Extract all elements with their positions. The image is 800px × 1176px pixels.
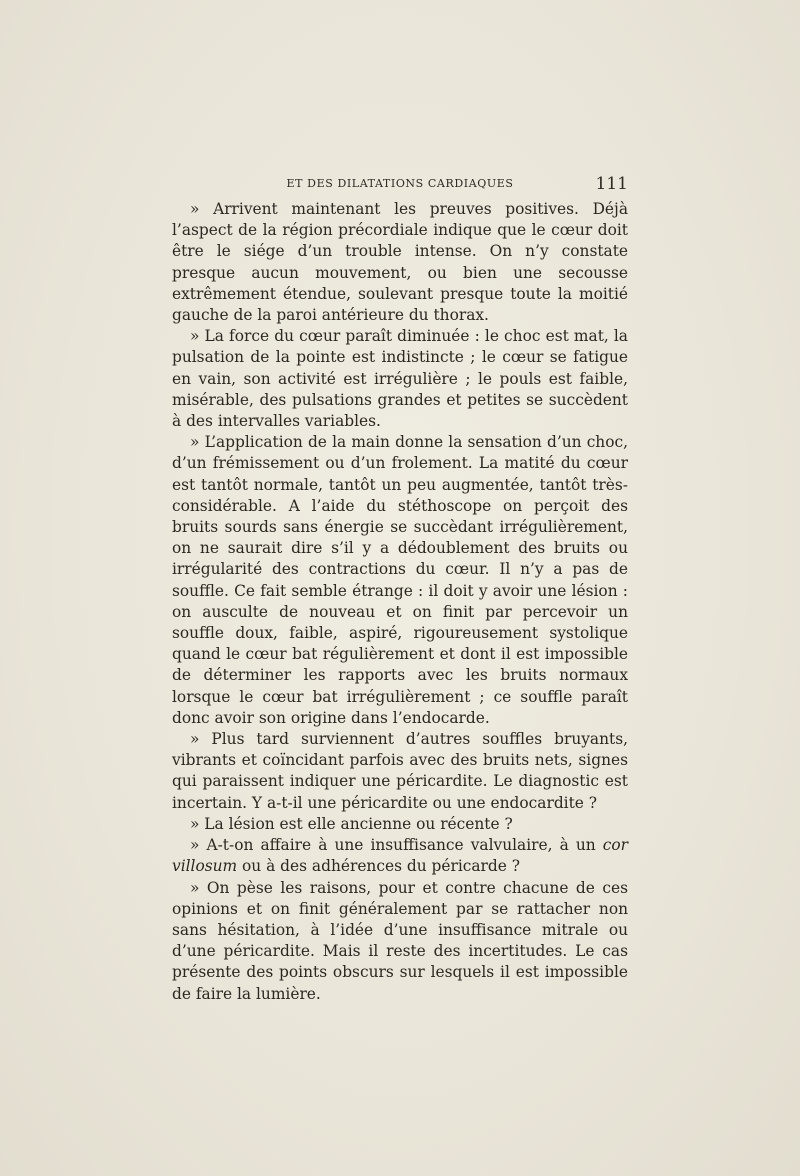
paragraph	[172, 432, 628, 729]
paragraph-text: » La lésion est elle ancienne ou récente ?	[190, 814, 513, 833]
paragraph-text-before: » A-t-on affaire à une insuffisance valvulaire, à un	[190, 836, 603, 855]
italic-term: cor villosum	[172, 836, 628, 876]
running-title: ET DES DILATATIONS CARDIAQUES	[286, 177, 514, 190]
paragraph-text: » On pèse les raisons, pour et contre chacune de ces opinions et on finit généralement par se rattacher non sans hésitation, à l’idée d’une insuffisance mitrale ou d’une péricardite. Mais il reste des incertitudes. Le cas présente des points obscurs sur lesquels il est impossible de faire la lumière.	[172, 878, 628, 1003]
paragraph	[172, 729, 628, 814]
page-number: 111	[595, 174, 628, 194]
paragraph-text: » Plus tard surviennent d’autres souffles bruyants, vibrants et coïncidant parfois avec des bruits nets, signes qui paraissent indiquer une péricardite. Le diagnostic est incertain. Y a-t-il une péricardite ou une endocardite ?	[172, 730, 628, 812]
paragraph-text: » L’application de la main donne la sensation d’un choc, d’un frémissement ou d’un frolement. La matité du cœur est tantôt normale, tantôt un peu augmentée, tantôt très-considérable. A l’aide du stéthoscope on perçoit des bruits sourds sans énergie se succèdant irrégulièrement, on ne saurait dire s’il y a dédoublement des bruits ou irrégularité des contractions du cœur. Il n’y a pas de souffle. Ce fait semble étrange : il doit y avoir une lésion : on ausculte de nouveau et on finit par percevoir un souffle doux, faible, aspiré, rigoureusement systolique quand le cœur bat régulièrement et dont il est impossible de déterminer les rapports avec les bruits normaux lorsque le cœur bat irrégulièrement ; ce souffle paraît donc avoir son origine dans l’endocarde.	[172, 433, 628, 727]
running-head	[172, 174, 628, 194]
paragraph	[172, 199, 628, 326]
body-text	[172, 199, 628, 1005]
paragraph	[172, 814, 628, 835]
paragraph-text-after: ou à des adhérences du péricarde ?	[237, 857, 521, 876]
paragraph-text: » La force du cœur paraît diminuée : le choc est mat, la pulsation de la pointe est indistincte ; le cœur se fatigue en vain, son activité est irrégulière ; le pouls est faible, misérable, des pulsations grandes et petites se succèdent à des intervalles variables.	[172, 327, 628, 431]
paragraph	[172, 878, 628, 1005]
paragraph	[172, 835, 628, 877]
paragraph-text: » Arrivent maintenant les preuves positives. Déjà l’aspect de la région précordiale indique que le cœur doit être le siége d’un trouble intense. On n’y constate presque aucun mouvement, ou bien une secousse extrêmement étendue, soulevant presque toute la moitié gauche de la paroi antérieure du thorax.	[172, 200, 628, 325]
paragraph	[172, 326, 628, 432]
